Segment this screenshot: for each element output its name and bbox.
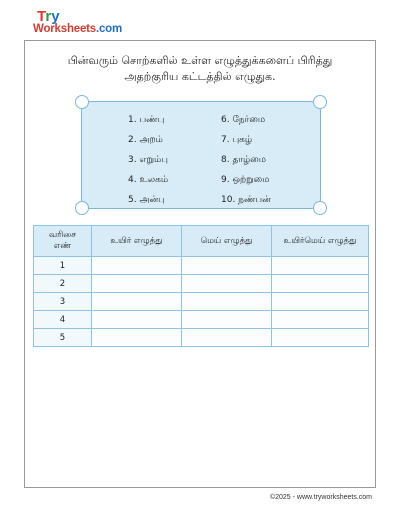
answer-cell[interactable] <box>92 257 182 275</box>
answer-cell[interactable] <box>272 311 369 329</box>
answer-table-wrap <box>33 225 368 347</box>
word-item: 4. உலகம் <box>128 175 169 185</box>
word-item: 7. புகழ் <box>221 135 253 145</box>
table-row <box>34 329 369 347</box>
logo-try-text: Try <box>37 8 60 25</box>
answer-cell[interactable] <box>92 311 182 329</box>
word-item: 1. பண்பு <box>128 115 165 125</box>
answer-cell[interactable] <box>182 275 272 293</box>
table-row <box>34 311 369 329</box>
answer-cell[interactable] <box>182 329 272 347</box>
word-column-left <box>128 110 168 210</box>
answer-cell[interactable] <box>272 329 369 347</box>
table-header-row <box>34 226 369 257</box>
word-item: 2. அறம் <box>128 135 163 145</box>
row-number: 2 <box>34 275 92 293</box>
answer-cell[interactable] <box>272 293 369 311</box>
answer-cell[interactable] <box>272 275 369 293</box>
word-column-right <box>221 110 271 210</box>
answer-cell[interactable] <box>182 293 272 311</box>
answer-cell[interactable] <box>92 293 182 311</box>
answer-cell[interactable] <box>92 275 182 293</box>
table-row <box>34 257 369 275</box>
word-item: 5. அன்பு <box>128 195 165 205</box>
word-item: 10. நண்பன் <box>221 195 271 205</box>
table-row <box>34 275 369 293</box>
instruction-line-1: பின்வரும் சொற்களில் உள்ள எழுத்துக்களைப் பிரித்து <box>67 54 333 67</box>
word-item: 3. எறும்பு <box>128 155 168 165</box>
header-consonant: மெய் எழுத்து <box>182 226 272 257</box>
instruction-line-2: அதற்குரிய கட்டத்தில் எழுதுக. <box>124 70 276 83</box>
row-number: 1 <box>34 257 92 275</box>
word-item: 8. தாழ்மை <box>221 155 267 165</box>
word-item: 9. ஒற்றுமை <box>221 175 270 185</box>
answer-cell[interactable] <box>272 257 369 275</box>
box-corner <box>313 95 327 109</box>
answer-cell[interactable] <box>182 257 272 275</box>
word-list-box <box>81 101 321 209</box>
copyright-footer[interactable]: ©2025 - www.tryworksheets.com <box>269 494 372 501</box>
box-corner <box>75 95 89 109</box>
instruction-text <box>25 53 375 85</box>
header-vowel-consonant: உயிர்மெய் எழுத்து <box>272 226 369 257</box>
row-number: 3 <box>34 293 92 311</box>
header-vowel: உயிர் எழுத்து <box>92 226 182 257</box>
answer-cell[interactable] <box>92 329 182 347</box>
worksheet-page <box>24 40 376 488</box>
row-number: 4 <box>34 311 92 329</box>
header-serial-number: வரிசை எண் <box>34 226 92 257</box>
answer-table <box>33 225 369 347</box>
word-item: 6. நேர்மை <box>221 115 266 125</box>
logo-worksheets-text: Worksheets.com <box>33 23 123 35</box>
answer-cell[interactable] <box>182 311 272 329</box>
box-corner <box>75 201 89 215</box>
table-row <box>34 293 369 311</box>
box-corner <box>313 201 327 215</box>
row-number: 5 <box>34 329 92 347</box>
